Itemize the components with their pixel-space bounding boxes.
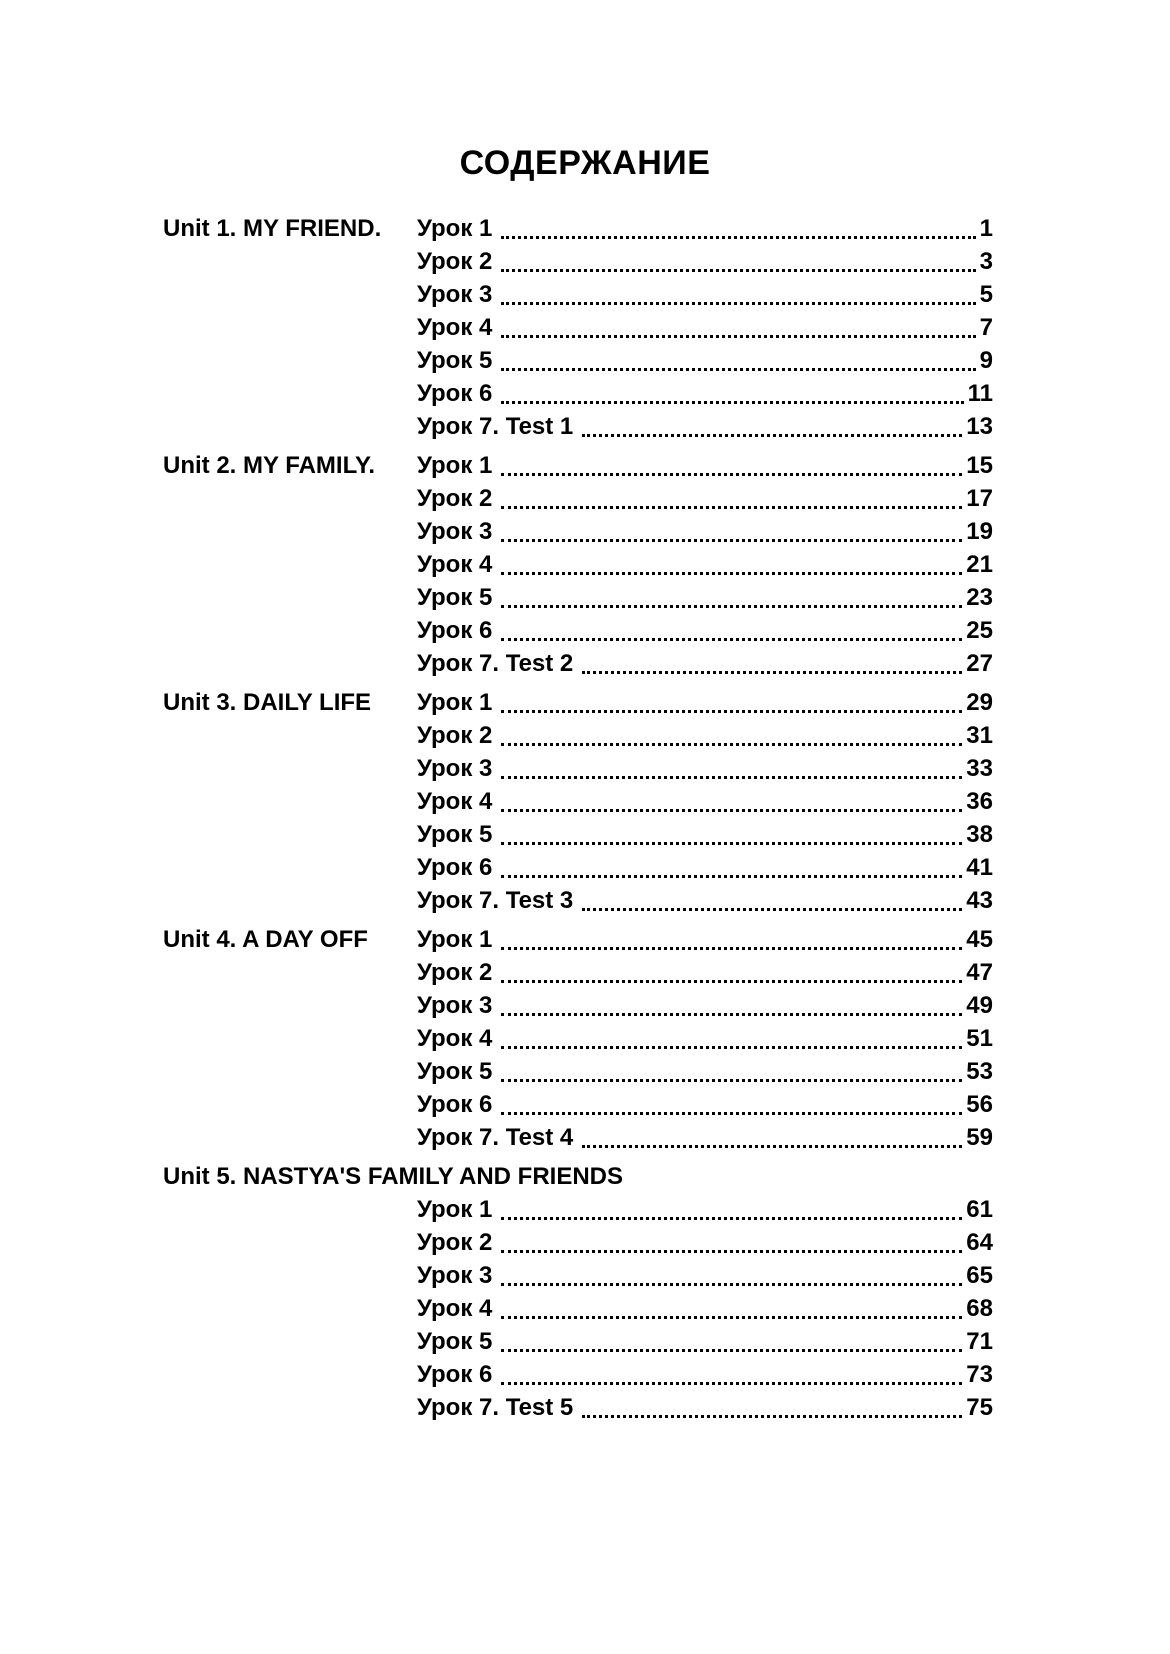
- lesson-label: Урок 5: [417, 584, 493, 612]
- lesson-entry: [417, 755, 993, 783]
- toc-row: [163, 579, 993, 612]
- dot-leader: [501, 743, 962, 746]
- lesson-label: Урок 1: [417, 215, 493, 243]
- page-number: 59: [966, 1124, 993, 1152]
- lesson-entry: [417, 926, 993, 954]
- lesson-label: Урок 5: [417, 821, 493, 849]
- lesson-label: Урок 6: [417, 854, 493, 882]
- lesson-label: Урок 2: [417, 722, 493, 750]
- unit-block: [163, 447, 993, 678]
- toc-row: [163, 645, 993, 678]
- page-number: 13: [966, 413, 993, 441]
- lesson-entry: [417, 1229, 993, 1257]
- dot-leader: [501, 302, 975, 305]
- toc-row: [163, 954, 993, 987]
- page-number: 75: [966, 1394, 993, 1422]
- toc-row: [163, 1191, 993, 1224]
- table-of-contents: [163, 210, 993, 1422]
- lesson-label: Урок 5: [417, 1058, 493, 1086]
- dot-leader: [501, 1046, 962, 1049]
- toc-row: [163, 1086, 993, 1119]
- toc-row: [163, 1053, 993, 1086]
- unit-block: [163, 921, 993, 1152]
- lesson-entry: [417, 1058, 993, 1086]
- dot-leader: [501, 638, 962, 641]
- dot-leader: [501, 335, 975, 338]
- toc-row: [163, 342, 993, 375]
- toc-row: [163, 309, 993, 342]
- page-number: 49: [966, 992, 993, 1020]
- lesson-entry: [417, 518, 993, 546]
- page-number: 51: [966, 1025, 993, 1053]
- lesson-label: Урок 2: [417, 485, 493, 513]
- toc-row: [163, 612, 993, 645]
- lesson-label: Урок 6: [417, 617, 493, 645]
- lesson-label: Урок 6: [417, 1091, 493, 1119]
- page-number: 27: [966, 650, 993, 678]
- lesson-label: Урок 4: [417, 551, 493, 579]
- page-number: 43: [966, 887, 993, 915]
- dot-leader: [501, 1382, 962, 1385]
- lesson-entry: [417, 485, 993, 513]
- lesson-entry: [417, 584, 993, 612]
- page-number: 9: [979, 347, 993, 375]
- page-number: 45: [966, 926, 993, 954]
- toc-row: [163, 1224, 993, 1257]
- toc-row: [163, 921, 993, 954]
- dot-leader: [501, 1283, 962, 1286]
- lesson-label: Урок 3: [417, 281, 493, 309]
- dot-leader: [501, 572, 962, 575]
- page-title: СОДЕРЖАНИЕ: [459, 144, 711, 182]
- dot-leader: [582, 1145, 962, 1148]
- lesson-label: Урок 2: [417, 1229, 493, 1257]
- toc-row: [163, 1119, 993, 1152]
- toc-row: [163, 480, 993, 513]
- page-number: 33: [966, 755, 993, 783]
- toc-row: [163, 684, 993, 717]
- lesson-entry: [417, 959, 993, 987]
- lesson-label: Урок 3: [417, 518, 493, 546]
- lesson-entry: [417, 788, 993, 816]
- lesson-entry: [417, 281, 993, 309]
- lesson-label: Урок 2: [417, 959, 493, 987]
- page-number: 5: [979, 281, 993, 309]
- lesson-label: Урок 6: [417, 1361, 493, 1389]
- lesson-label: Урок 7. Test 3: [417, 887, 574, 915]
- dot-leader: [501, 368, 975, 371]
- lesson-label: Урок 6: [417, 380, 493, 408]
- dot-leader: [582, 671, 962, 674]
- dot-leader: [501, 875, 962, 878]
- toc-row: [163, 546, 993, 579]
- lesson-label: Урок 4: [417, 1025, 493, 1053]
- toc-row: [163, 408, 993, 441]
- lesson-entry: [417, 551, 993, 579]
- lesson-entry: [417, 617, 993, 645]
- dot-leader: [501, 236, 975, 239]
- toc-row: [163, 717, 993, 750]
- lesson-entry: [417, 722, 993, 750]
- lesson-label: Урок 3: [417, 755, 493, 783]
- lesson-label: Урок 1: [417, 689, 493, 717]
- page-number: 15: [966, 452, 993, 480]
- toc-row: [163, 1323, 993, 1356]
- lesson-entry: [417, 215, 993, 243]
- lesson-label: Урок 1: [417, 452, 493, 480]
- dot-leader: [501, 1013, 962, 1016]
- page-number: 65: [966, 1262, 993, 1290]
- lesson-entry: [417, 347, 993, 375]
- unit-block: [163, 210, 993, 441]
- lesson-label: Урок 3: [417, 1262, 493, 1290]
- page-number: 17: [966, 485, 993, 513]
- lesson-entry: [417, 887, 993, 915]
- lesson-entry: [417, 1262, 993, 1290]
- lesson-label: Урок 5: [417, 347, 493, 375]
- lesson-label: Урок 7. Test 4: [417, 1124, 574, 1152]
- page-number: 41: [966, 854, 993, 882]
- lesson-entry: [417, 1091, 993, 1119]
- page-number: 53: [966, 1058, 993, 1086]
- dot-leader: [582, 434, 962, 437]
- lesson-entry: [417, 650, 993, 678]
- lesson-entry: [417, 1394, 993, 1422]
- lesson-label: Урок 7. Test 1: [417, 413, 574, 441]
- page-number: 1: [979, 215, 993, 243]
- toc-row: [163, 816, 993, 849]
- lesson-entry: [417, 1361, 993, 1389]
- page-number: 56: [966, 1091, 993, 1119]
- dot-leader: [501, 473, 962, 476]
- page-number: 61: [966, 1196, 993, 1224]
- dot-leader: [501, 401, 963, 404]
- dot-leader: [582, 1415, 962, 1418]
- lesson-label: Урок 4: [417, 314, 493, 342]
- toc-row: [163, 243, 993, 276]
- dot-leader: [501, 947, 962, 950]
- toc-row: [163, 1356, 993, 1389]
- lesson-label: Урок 2: [417, 248, 493, 276]
- dot-leader: [501, 506, 962, 509]
- lesson-entry: [417, 854, 993, 882]
- lesson-entry: [417, 1124, 993, 1152]
- lesson-entry: [417, 1328, 993, 1356]
- toc-row: [163, 849, 993, 882]
- lesson-label: Урок 7. Test 5: [417, 1394, 574, 1422]
- toc-row: [163, 276, 993, 309]
- dot-leader: [501, 269, 975, 272]
- dot-leader: [501, 1112, 962, 1115]
- page-number: 64: [966, 1229, 993, 1257]
- lesson-label: Урок 3: [417, 992, 493, 1020]
- lesson-label: Урок 4: [417, 1295, 493, 1323]
- lesson-entry: [417, 1196, 993, 1224]
- toc-row: [163, 447, 993, 480]
- unit-label: Unit 1. MY FRIEND.: [163, 215, 382, 243]
- toc-row: [163, 375, 993, 408]
- page-number: 3: [979, 248, 993, 276]
- lesson-label: Урок 7. Test 2: [417, 650, 574, 678]
- lesson-entry: [417, 689, 993, 717]
- lesson-label: Урок 5: [417, 1328, 493, 1356]
- lesson-entry: [417, 821, 993, 849]
- lesson-entry: [417, 248, 993, 276]
- page-number: 23: [966, 584, 993, 612]
- page-number: 47: [966, 959, 993, 987]
- unit-label: Unit 4. A DAY OFF: [163, 926, 368, 954]
- dot-leader: [501, 1217, 962, 1220]
- toc-row: [163, 783, 993, 816]
- toc-row: [163, 1257, 993, 1290]
- toc-row: [163, 513, 993, 546]
- page-number: 68: [966, 1295, 993, 1323]
- toc-row: [163, 1290, 993, 1323]
- unit-label: Unit 3. DAILY LIFE: [163, 689, 372, 717]
- unit-label: Unit 2. MY FAMILY.: [163, 452, 376, 480]
- lesson-entry: [417, 1025, 993, 1053]
- dot-leader: [501, 980, 962, 983]
- lesson-label: Урок 1: [417, 1196, 493, 1224]
- toc-row: [163, 1020, 993, 1053]
- lesson-entry: [417, 992, 993, 1020]
- page-number: 11: [967, 380, 993, 408]
- dot-leader: [501, 710, 962, 713]
- page-number: 7: [979, 314, 993, 342]
- dot-leader: [501, 539, 962, 542]
- unit-label: Unit 5. NASTYA'S FAMILY AND FRIENDS: [163, 1163, 623, 1190]
- lesson-entry: [417, 413, 993, 441]
- page-number: 38: [966, 821, 993, 849]
- dot-leader: [501, 776, 962, 779]
- dot-leader: [501, 605, 962, 608]
- unit-block: [163, 1158, 993, 1422]
- toc-row: [163, 1389, 993, 1422]
- toc-row: [163, 987, 993, 1020]
- toc-row: [163, 210, 993, 243]
- page-number: 25: [966, 617, 993, 645]
- lesson-entry: [417, 1295, 993, 1323]
- dot-leader: [582, 908, 962, 911]
- dot-leader: [501, 1250, 962, 1253]
- page-number: 71: [966, 1328, 993, 1356]
- lesson-label: Урок 1: [417, 926, 493, 954]
- dot-leader: [501, 1079, 962, 1082]
- lesson-entry: [417, 380, 993, 408]
- page-number: 29: [966, 689, 993, 717]
- page-number: 31: [966, 722, 993, 750]
- unit-block: [163, 684, 993, 915]
- toc-row: [163, 882, 993, 915]
- page-number: 19: [966, 518, 993, 546]
- dot-leader: [501, 1349, 962, 1352]
- lesson-label: Урок 4: [417, 788, 493, 816]
- dot-leader: [501, 1316, 962, 1319]
- lesson-entry: [417, 314, 993, 342]
- toc-row: [163, 750, 993, 783]
- page-number: 73: [966, 1361, 993, 1389]
- lesson-entry: [417, 452, 993, 480]
- page-number: 21: [966, 551, 993, 579]
- page-number: 36: [966, 788, 993, 816]
- dot-leader: [501, 842, 962, 845]
- dot-leader: [501, 809, 962, 812]
